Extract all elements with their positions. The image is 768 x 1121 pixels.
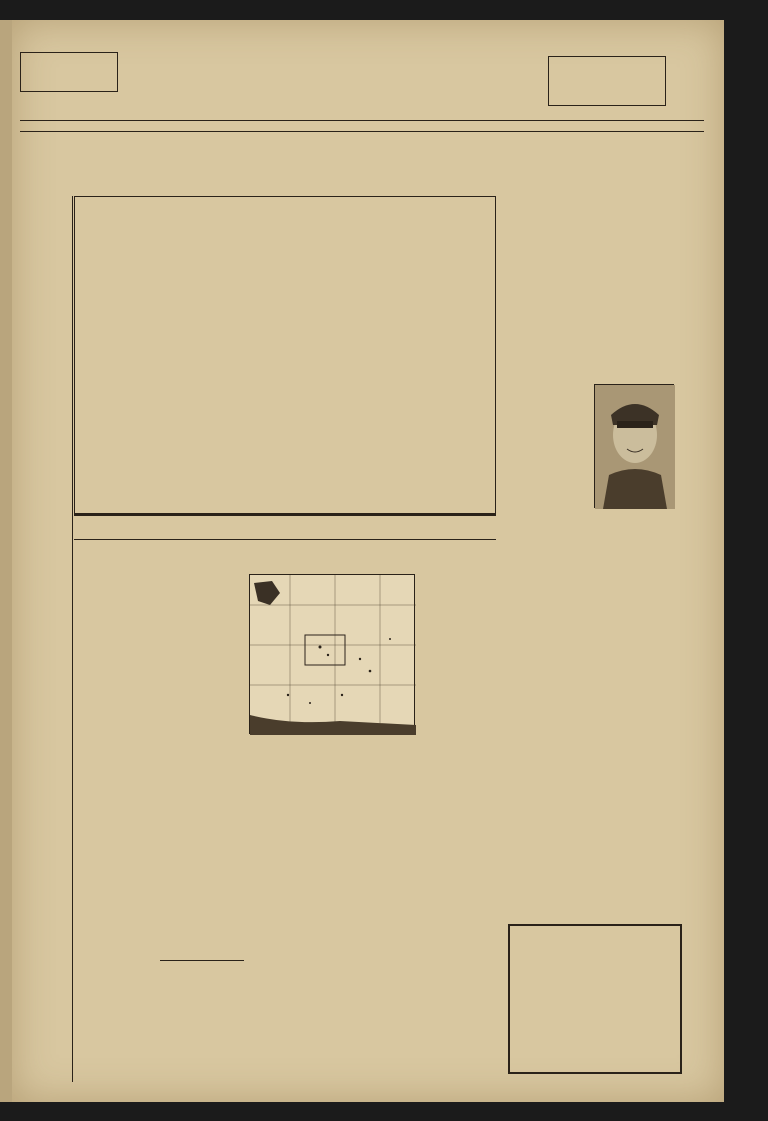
left-col-text-1 <box>20 222 70 474</box>
explosion-byline <box>596 556 678 564</box>
tension-banner <box>74 514 496 540</box>
peso-campaign-ad <box>508 924 682 1074</box>
left-col-text-3 <box>20 918 70 1068</box>
right-mid-text-2 <box>596 790 678 920</box>
right-top-text-wide <box>500 330 678 382</box>
weather-box <box>548 56 666 106</box>
dateline-bar <box>20 120 704 132</box>
center-right-footer <box>420 1070 510 1080</box>
libro-top-rule <box>160 960 244 961</box>
tension-footer <box>164 952 244 960</box>
portrait-drawing <box>595 385 675 509</box>
left-col-footer <box>20 1072 74 1082</box>
map-caption <box>249 738 415 776</box>
right-mid-text-1 <box>510 540 592 920</box>
founding-box <box>20 52 118 92</box>
center-right-text-2 <box>420 896 508 1066</box>
pacific-map <box>249 574 415 734</box>
mineros-text-2 <box>334 855 416 1065</box>
libro-footer <box>160 1070 246 1080</box>
libro-text <box>160 1028 246 1068</box>
mineros-footer <box>330 1070 420 1080</box>
mineros-text-1 <box>246 855 328 1065</box>
right-top-byline <box>500 322 678 330</box>
map-drawing <box>250 575 416 735</box>
explosion-text <box>596 564 678 644</box>
tension-text-col-1 <box>76 646 156 964</box>
color-calibration-strip <box>736 74 750 756</box>
column-rule <box>72 196 73 1082</box>
left-col-text-2 <box>20 518 70 858</box>
mineros-byline <box>246 846 416 854</box>
tension-text-col-2 <box>162 646 244 964</box>
libro-byline <box>160 1020 246 1028</box>
portrait-caption <box>594 510 674 518</box>
center-right-text-1 <box>420 584 508 884</box>
photo-panel <box>74 196 496 514</box>
right-top-text-narrow <box>500 384 590 540</box>
saratoga-text <box>596 696 678 776</box>
admiral-portrait <box>594 384 674 508</box>
